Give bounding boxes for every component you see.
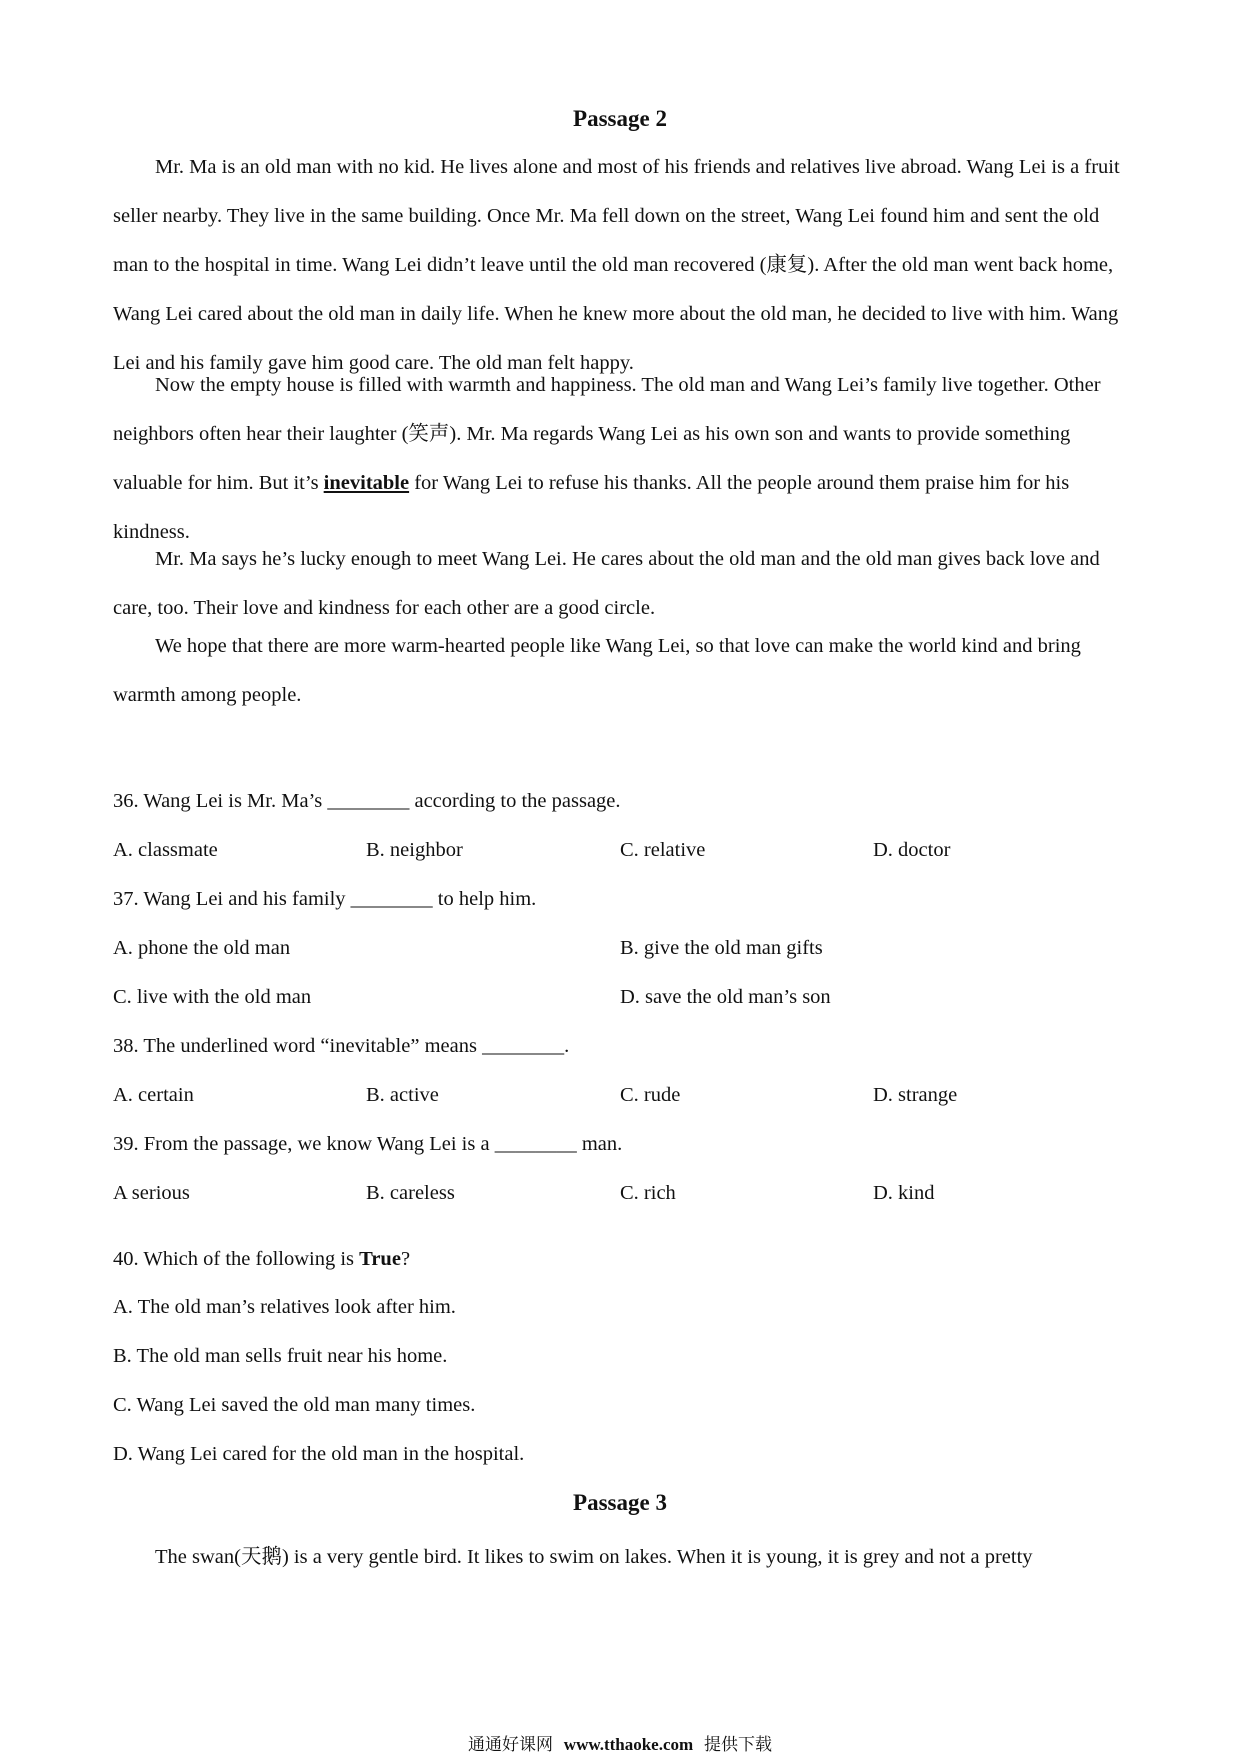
q40-option-d: D. Wang Lei cared for the old man in the hospital. [113, 1443, 525, 1465]
footer-site-name: 通通好课网 [467, 1735, 553, 1755]
question-38: 38. The underlined word “inevitable” means ________. [113, 1035, 570, 1057]
passage-2-paragraph-1: Mr. Ma is an old man with no kid. He lives alone and most of his friends and relatives live abroad. Wang Lei is a fruit seller nearby. They live in the same building. Once Mr. Ma fell down on the street, Wang Lei found him and sent the old man to the hospital in time. Wang Lei didn’t leave until the old man recovered (康复). After the old man went back home, Wang Lei cared about the old man in daily life. When he knew more about the old man, he decided to live with him. Wang Lei and his family gave him good care. The old man felt happy. [113, 156, 1120, 374]
q37-option-b: B. give the old man gifts [620, 937, 823, 959]
footer-download-text: 提供下载 [704, 1735, 772, 1755]
q39-option-a: A serious [113, 1182, 190, 1204]
passage-3-paragraph-1: The swan(天鹅) is a very gentle bird. It likes to swim on lakes. When it is young, it is grey and not a pretty [155, 1546, 1033, 1568]
q38-option-c: C. rude [620, 1084, 681, 1106]
q38-option-a: A. certain [113, 1084, 194, 1106]
question-39: 39. From the passage, we know Wang Lei is a ________ man. [113, 1133, 623, 1155]
q40-option-c: C. Wang Lei saved the old man many times. [113, 1394, 476, 1416]
q39-option-c: C. rich [620, 1182, 676, 1204]
q40-option-b: B. The old man sells fruit near his home. [113, 1345, 448, 1367]
q37-option-a: A. phone the old man [113, 937, 291, 959]
q40-option-a: A. The old man’s relatives look after him. [113, 1296, 456, 1318]
q36-option-c: C. relative [620, 839, 706, 861]
q38-option-d: D. strange [873, 1084, 958, 1106]
q38-option-b: B. active [366, 1084, 439, 1106]
question-40: 40. Which of the following is True? [113, 1248, 411, 1270]
footer-url[interactable]: www.tthaoke.com [563, 1735, 694, 1754]
q37-option-d: D. save the old man’s son [620, 986, 831, 1008]
passage-2-title: Passage 2 [573, 106, 667, 131]
q39-option-d: D. kind [873, 1182, 935, 1204]
passage-2-paragraph-3: Mr. Ma says he’s lucky enough to meet Wang Lei. He cares about the old man and the old man gives back love and care, too. Their love and kindness for each other are a good circle. [113, 548, 1100, 619]
q36-option-a: A. classmate [113, 839, 218, 861]
q36-option-d: D. doctor [873, 839, 951, 861]
q36-option-b: B. neighbor [366, 839, 463, 861]
passage-3-title: Passage 3 [573, 1490, 667, 1515]
q37-option-c: C. live with the old man [113, 986, 312, 1008]
question-37: 37. Wang Lei and his family ________ to help him. [113, 888, 537, 910]
q39-option-b: B. careless [366, 1182, 455, 1204]
underlined-word: inevitable [323, 472, 410, 494]
question-36: 36. Wang Lei is Mr. Ma’s ________ according to the passage. [113, 790, 621, 812]
footer [0, 1730, 1240, 1755]
passage-2-paragraph-4: We hope that there are more warm-hearted people like Wang Lei, so that love can make the world kind and bring warmth among people. [113, 635, 1081, 706]
passage-2-paragraph-2: Now the empty house is filled with warmth and happiness. The old man and Wang Lei’s family live together. Other neighbors often hear their laughter (笑声). Mr. Ma regards Wang Lei as his own son and wants to provide something valuable for him. But it’s inevitable for Wang Lei to refuse his thanks. All the people around them praise him for his kindness. [113, 374, 1101, 543]
